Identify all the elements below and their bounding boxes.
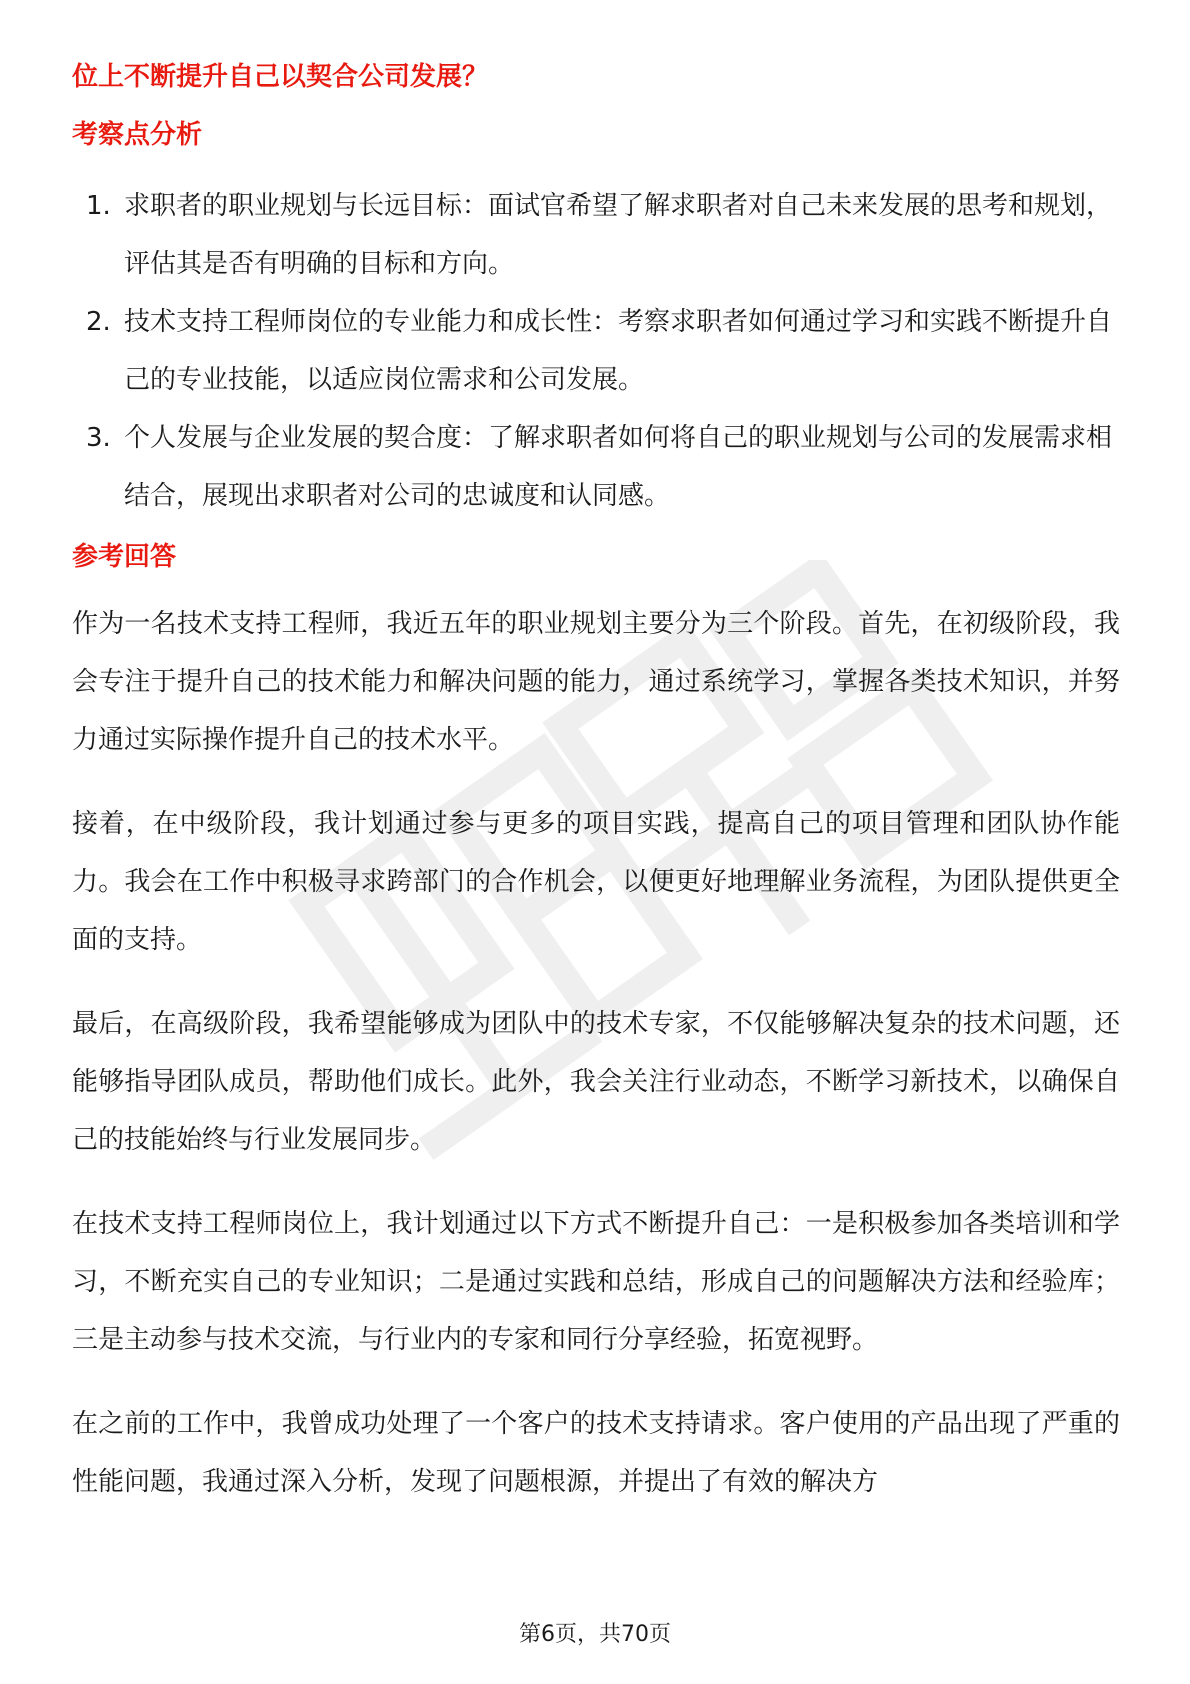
analysis-item-text: 个人发展与企业发展的契合度：了解求职者如何将自己的职业规划与公司的发展需求相结合，展现出求职者对公司的忠诚度和认同感。: [124, 423, 1113, 511]
reference-answer-heading: 参考回答: [72, 542, 177, 572]
answer-paragraph: 在技术支持工程师岗位上，我计划通过以下方式不断提升自己：一是积极参加各类培训和学习，不断充实自己的专业知识；二是通过实践和总结，形成自己的问题解决方法和经验库；三是主动参与技术交流，与行业内的专家和同行分享经验，拓宽视野。: [72, 1209, 1120, 1355]
analysis-item: [72, 293, 1120, 409]
list-number: 2.: [86, 307, 111, 337]
list-number: 1.: [86, 191, 111, 221]
main-content: [72, 55, 1120, 1511]
analysis-item: [72, 177, 1120, 293]
analysis-item-text: 求职者的职业规划与长远目标：面试官希望了解求职者对自己未来发展的思考和规划，评估其是否有明确的目标和方向。: [124, 191, 1113, 279]
analysis-item-text: 技术支持工程师岗位的专业能力和成长性：考察求职者如何通过学习和实践不断提升自己的专业技能，以适应岗位需求和公司发展。: [124, 307, 1113, 395]
analysis-item: [72, 409, 1120, 525]
answer-paragraph: 最后，在高级阶段，我希望能够成为团队中的技术专家，不仅能够解决复杂的技术问题，还能够指导团队成员，帮助他们成长。此外，我会关注行业动态，不断学习新技术，以确保自己的技能始终与行业发展同步。: [72, 1009, 1120, 1155]
question-title-continued: 位上不断提升自己以契合公司发展？: [72, 62, 489, 92]
page-footer: 第6页，共70页: [519, 1622, 671, 1647]
analysis-heading: 考察点分析: [72, 120, 203, 150]
answer-paragraph: 在之前的工作中，我曾成功处理了一个客户的技术支持请求。客户使用的产品出现了严重的性能问题，我通过深入分析，发现了问题根源，并提出了有效的解决方: [72, 1409, 1120, 1497]
analysis-list: [72, 177, 1120, 525]
answer-paragraph: 接着，在中级阶段，我计划通过参与更多的项目实践，提高自己的项目管理和团队协作能力。我会在工作中积极寻求跨部门的合作机会，以便更好地理解业务流程，为团队提供更全面的支持。: [72, 809, 1120, 955]
list-number: 3.: [86, 423, 111, 453]
answer-paragraph: 作为一名技术支持工程师，我近五年的职业规划主要分为三个阶段。首先，在初级阶段，我会专注于提升自己的技术能力和解决问题的能力，通过系统学习，掌握各类技术知识，并努力通过实际操作提升自己的技术水平。: [72, 609, 1120, 755]
